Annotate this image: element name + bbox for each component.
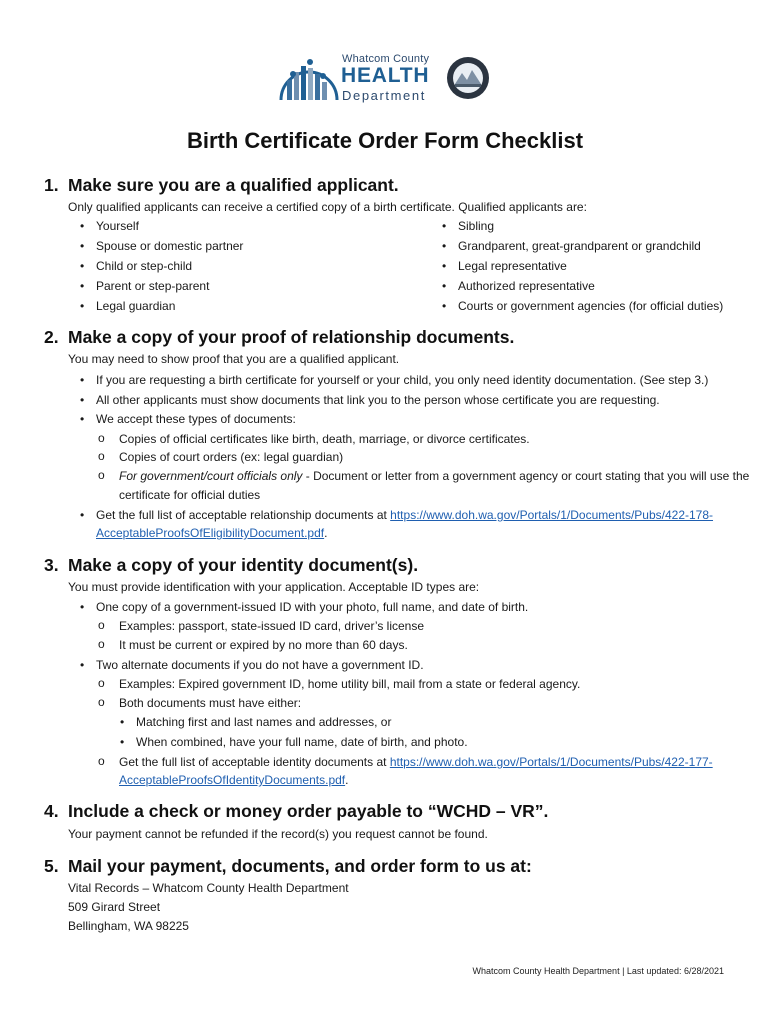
id-detail-item: o Both documents must have either:: [119, 696, 301, 710]
id-detail-item-continued: AcceptableProofsOfIdentityDocuments.pdf.: [119, 773, 349, 787]
applicant-item: • Spouse or domestic partner: [96, 239, 243, 253]
section-1-intro: Only qualified applicants can receive a certified copy of a birth certificate. Qualified applicants are:: [68, 200, 587, 214]
relationship-list-bullet: • Get the full list of acceptable relationship documents at https://www.doh.wa.gov/Portals/1/Documents/Pubs/422-178-: [96, 508, 713, 522]
document-type-item: o Copies of official certificates like birth, death, marriage, or divorce certificates.: [119, 432, 530, 446]
id-detail-item: o Examples: passport, state-issued ID card, driver’s license: [119, 619, 424, 633]
relationship-bullet: • All other applicants must show documents that link you to the person whose certificate you are requesting.: [96, 393, 660, 407]
id-requirement-item: • Matching first and last names and addresses, or: [136, 715, 391, 729]
id-detail-item: o Examples: Expired government ID, home utility bill, mail from a state or federal agency.: [119, 677, 580, 691]
page-title: Birth Certificate Order Form Checklist: [186, 128, 584, 153]
logo-health-text: HEALTH: [341, 64, 430, 87]
mailing-address-line: 509 Girard Street: [68, 900, 161, 914]
applicant-item: • Parent or step-parent: [96, 279, 209, 293]
applicant-item: • Courts or government agencies (for official duties): [458, 299, 723, 313]
logo-department-text: Department: [342, 88, 426, 103]
id-option-bullet: • Two alternate documents if you do not have a government ID.: [96, 658, 424, 672]
document-type-item: o Copies of court orders (ex: legal guardian): [119, 450, 343, 464]
document-type-item-continued: certificate for official duties: [119, 488, 261, 502]
relationship-documents-link[interactable]: https://www.doh.wa.gov/Portals/1/Documents/Pubs/422-178-: [390, 508, 714, 522]
identity-documents-link-continued[interactable]: AcceptableProofsOfIdentityDocuments.pdf: [119, 773, 346, 787]
applicant-item: • Child or step-child: [96, 259, 192, 273]
relationship-bullet: • We accept these types of documents:: [96, 412, 296, 426]
county-seal-icon: [446, 56, 490, 100]
applicant-item: • Grandparent, great-grandparent or grandchild: [458, 239, 701, 253]
footer-text: Whatcom County Health Department | Last updated: 6/28/2021: [472, 966, 724, 976]
section-2-intro: You may need to show proof that you are a qualified applicant.: [68, 352, 400, 366]
id-detail-item: o Get the full list of acceptable identity documents at https://www.doh.wa.gov/Portals/1/Documents/Pubs/422-177-: [119, 755, 713, 769]
section-4-heading: 4. Include a check or money order payable to “WCHD – VR”.: [44, 801, 549, 821]
id-option-bullet: • One copy of a government-issued ID with your photo, full name, and date of birth.: [96, 600, 528, 614]
relationship-list-bullet-continued: AcceptableProofsOfEligibilityDocument.pdf.: [96, 526, 328, 540]
mailing-address-line: Bellingham, WA 98225: [68, 919, 189, 933]
applicant-item: • Yourself: [96, 219, 139, 233]
logo-county-text: Whatcom County: [342, 53, 430, 65]
applicant-item: • Sibling: [458, 219, 494, 233]
section-1-heading: 1. Make sure you are a qualified applicant.: [44, 175, 399, 195]
section-2-heading: 2. Make a copy of your proof of relationship documents.: [44, 327, 515, 347]
relationship-bullet: • If you are requesting a birth certificate for yourself or your child, you only need identity documentation. (See step 3.): [96, 373, 708, 387]
id-requirement-item: • When combined, have your full name, date of birth, and photo.: [136, 735, 468, 749]
document-type-item: o For government/court officials only - Document or letter from a government agency or court stating that you will use the: [119, 469, 749, 483]
section-4-text: Your payment cannot be refunded if the record(s) you request cannot be found.: [68, 827, 488, 841]
mailing-address-line: Vital Records – Whatcom County Health Department: [68, 881, 349, 895]
relationship-documents-link-continued[interactable]: AcceptableProofsOfEligibilityDocument.pdf: [96, 526, 325, 540]
id-detail-item: o It must be current or expired by no more than 60 days.: [119, 638, 408, 652]
applicant-item: • Legal representative: [458, 259, 567, 273]
identity-documents-link[interactable]: https://www.doh.wa.gov/Portals/1/Documents/Pubs/422-177-: [389, 755, 713, 769]
applicant-item: • Legal guardian: [96, 299, 175, 313]
section-3-heading: 3. Make a copy of your identity document(s).: [44, 555, 419, 575]
section-5-heading: 5. Mail your payment, documents, and order form to us at:: [44, 856, 532, 876]
section-3-intro: You must provide identification with your application. Acceptable ID types are:: [68, 580, 480, 594]
applicant-item: • Authorized representative: [458, 279, 595, 293]
